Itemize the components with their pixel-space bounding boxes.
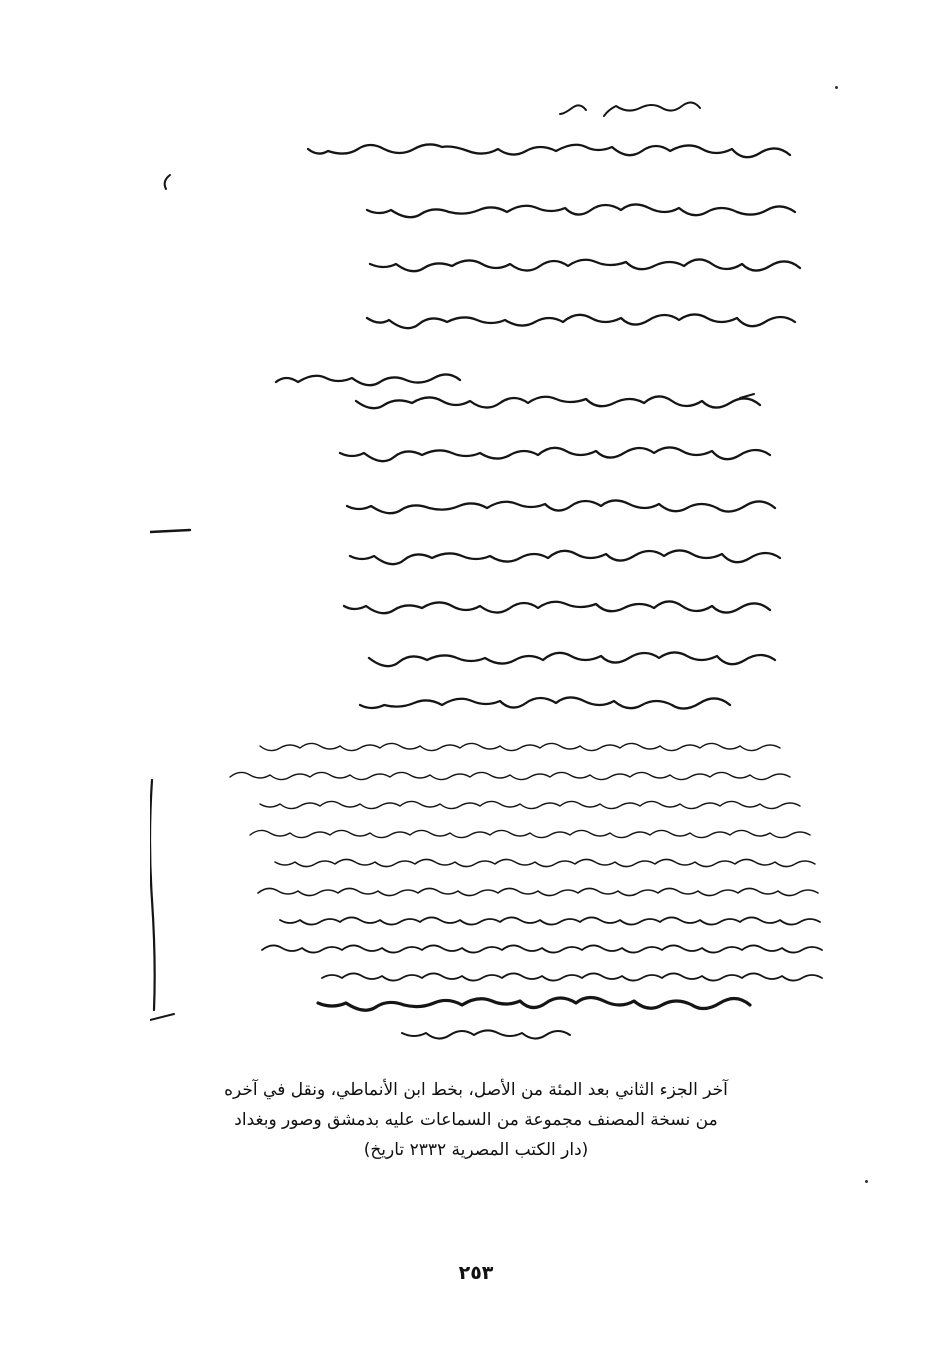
margin-speck bbox=[865, 1180, 868, 1183]
margin-speck bbox=[835, 86, 838, 89]
page-number: ٢٥٣ bbox=[458, 1262, 494, 1284]
caption-line-3: (دار الكتب المصرية ٢٣٣٢ تاريخ) bbox=[363, 1140, 589, 1160]
manuscript-page-image bbox=[150, 80, 830, 1065]
handwritten-manuscript bbox=[150, 80, 830, 1065]
caption-line-1: آخر الجزء الثاني بعد المئة من الأصل، بخط ابن الأنماطي، ونقل في آخره bbox=[224, 1080, 728, 1100]
caption bbox=[120, 1075, 832, 1165]
caption-line-2: من نسخة المصنف مجموعة من السماعات عليه بدمشق وصور وبغداد bbox=[234, 1110, 718, 1130]
